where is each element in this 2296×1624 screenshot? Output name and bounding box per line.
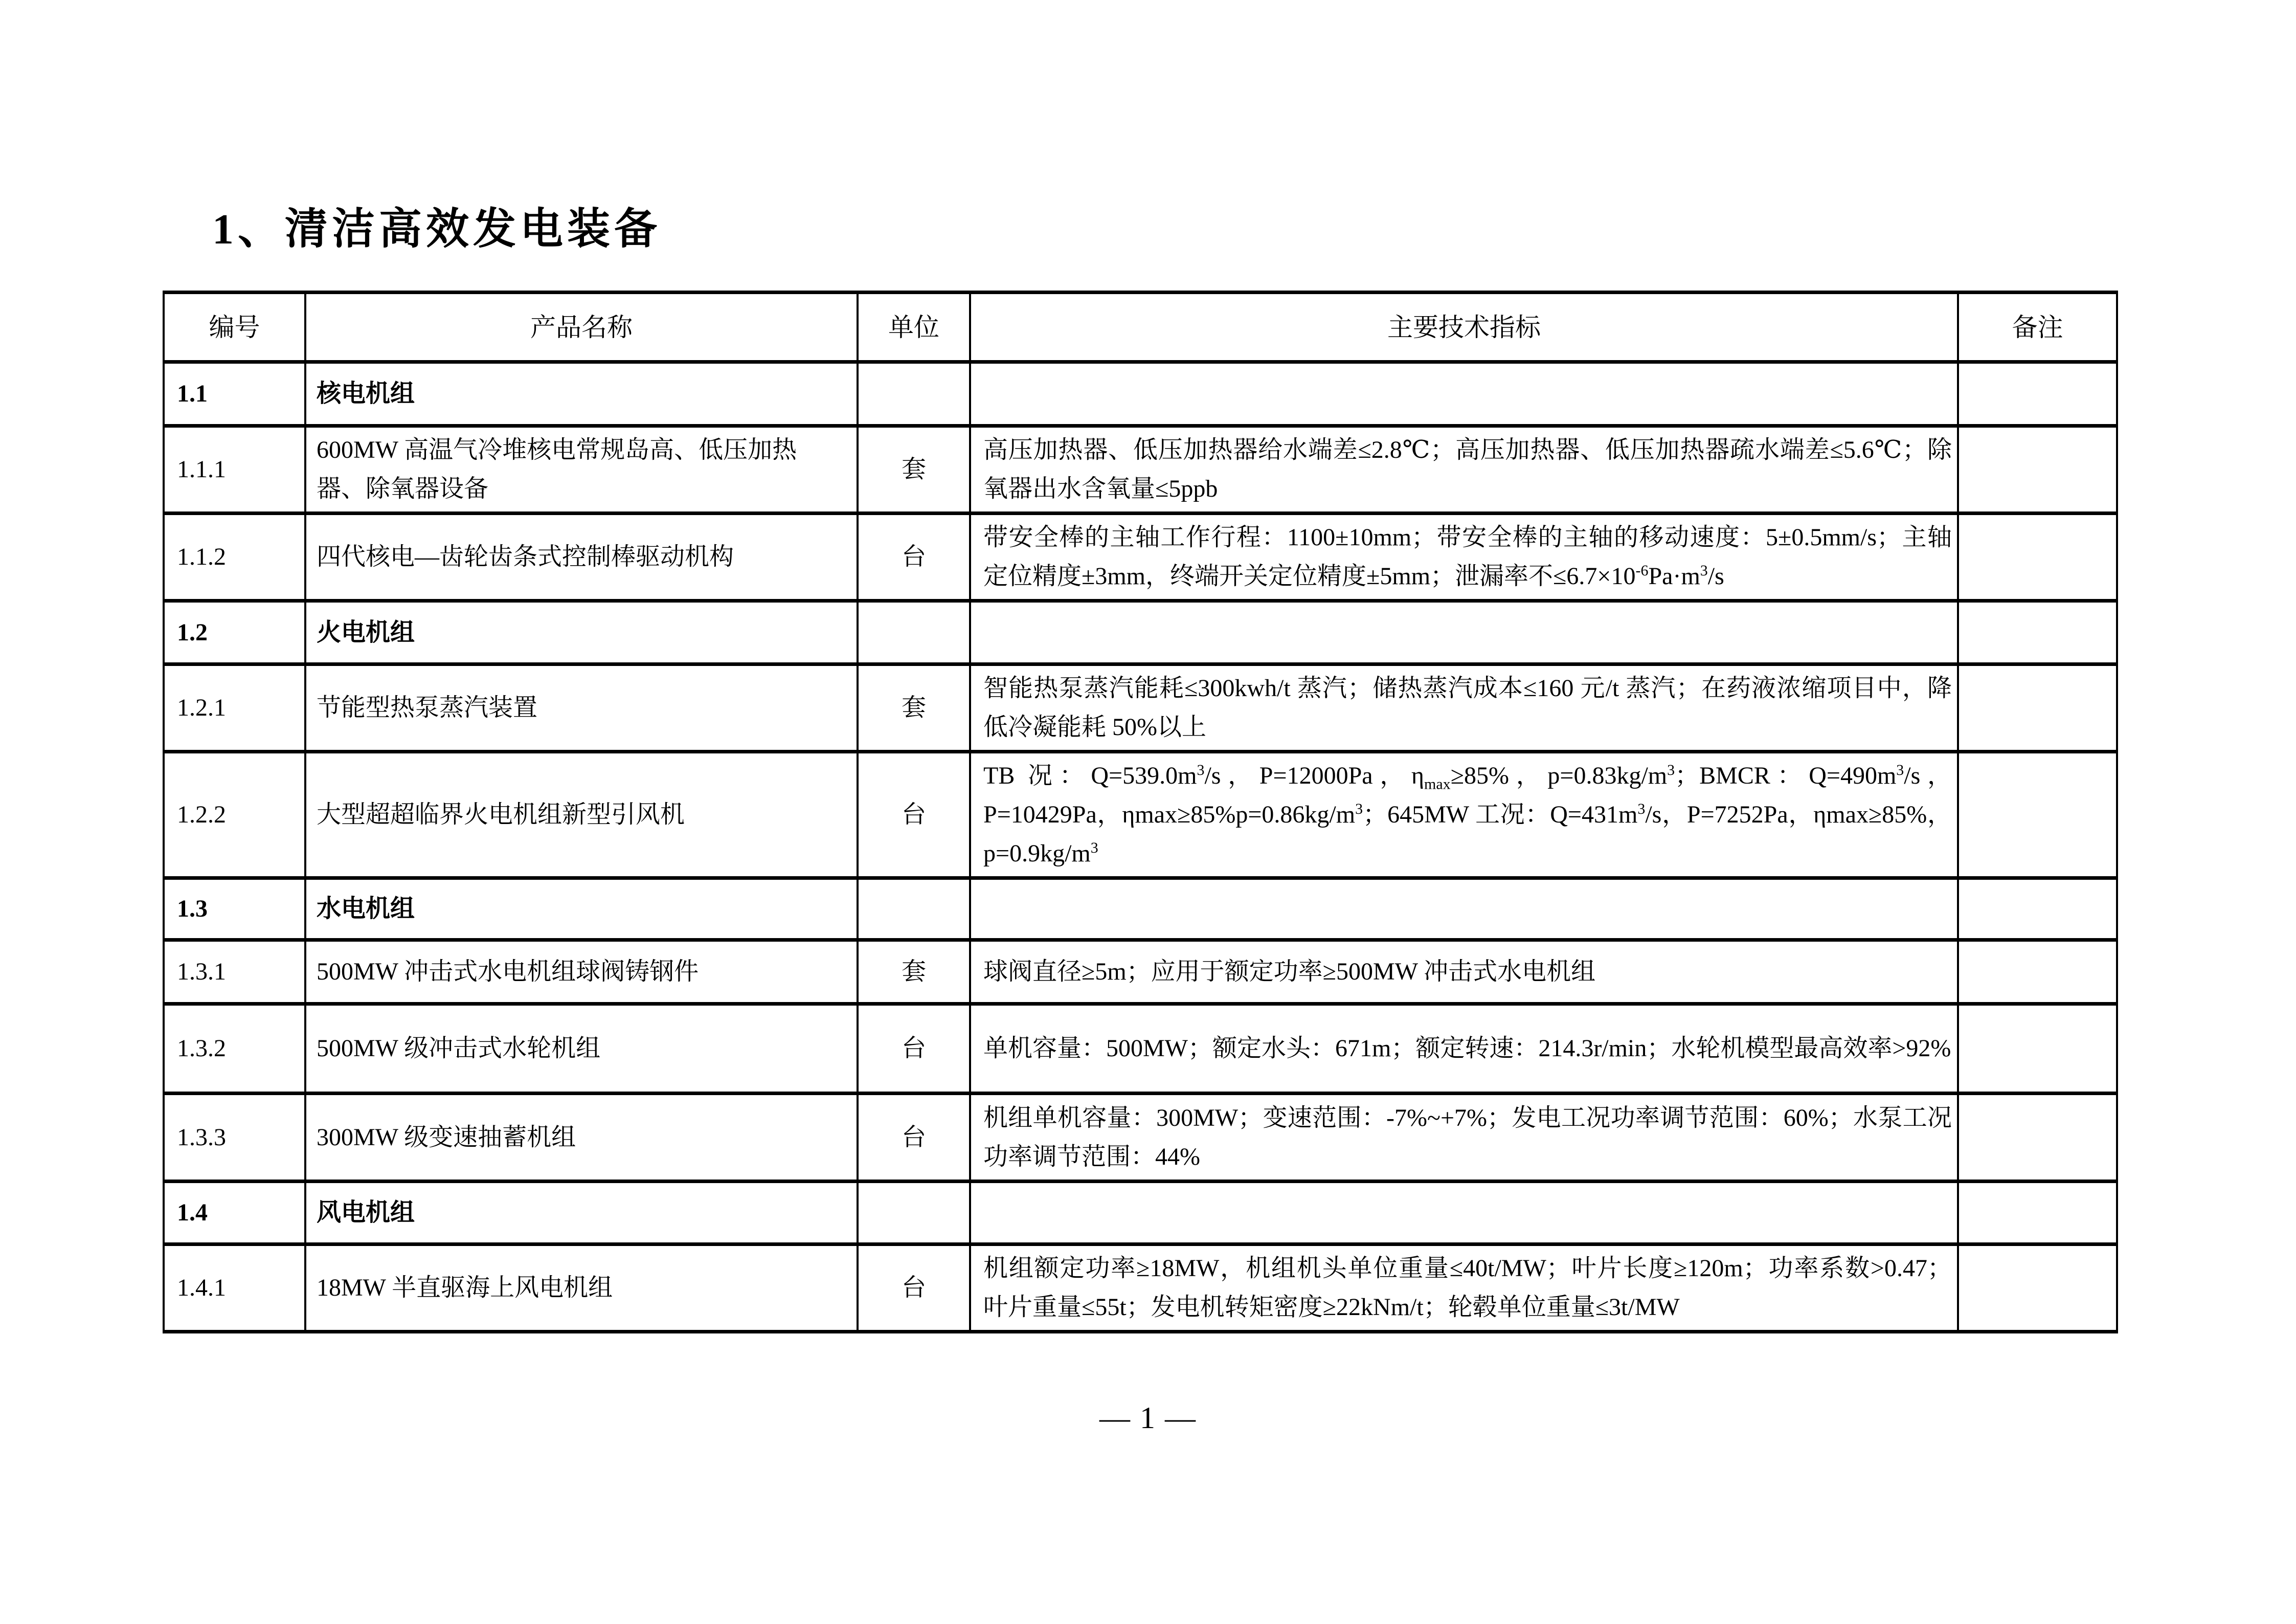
- product-name: 500MW 冲击式水电机组球阀铸钢件: [305, 940, 858, 1004]
- product-name: 600MW 高温气冷堆核电常规岛高、低压加热器、除氧器设备: [305, 426, 858, 514]
- product-name: 水电机组: [305, 878, 858, 940]
- table-row: [164, 664, 2117, 752]
- remark-value: [1958, 878, 2117, 940]
- unit-value: 套: [858, 664, 970, 752]
- row-id: 1.3.1: [164, 940, 305, 1004]
- technical-specs: 带安全棒的主轴工作行程：1100±10mm；带安全棒的主轴的移动速度：5±0.5mm/s；主轴定位精度±3mm，终端开关定位精度±5mm；泄漏率不$\le 6.7\times 10^{-6}Pa\cdot m^3/s$: [970, 514, 1958, 601]
- remark-value: [1958, 601, 2117, 664]
- row-id: 1.1: [164, 362, 305, 426]
- unit-value: 套: [858, 426, 970, 514]
- column-header-remark: 备注: [1958, 293, 2117, 362]
- column-header-spec: 主要技术指标: [970, 293, 1958, 362]
- technical-specs: 机组额定功率≥18MW，机组机头单位重量≤40t/MW；叶片长度≥120m；功率系数>0.47；叶片重量≤55t；发电机转矩密度≥22kNm/t；轮毂单位重量≤3t/MW: [970, 1244, 1958, 1332]
- product-name: 火电机组: [305, 601, 858, 664]
- remark-value: [1958, 1182, 2117, 1244]
- table-row: [164, 426, 2117, 514]
- table-row: [164, 362, 2117, 426]
- table-row: [164, 878, 2117, 940]
- technical-specs: 机组单机容量：300MW；变速范围：-7%~+7%；发电工况功率调节范围：60%；水泵工况功率调节范围：44%: [970, 1094, 1958, 1182]
- remark-value: [1958, 1094, 2117, 1182]
- remark-value: [1958, 664, 2117, 752]
- remark-value: [1958, 514, 2117, 601]
- page-number: — 1 —: [1099, 1401, 1197, 1435]
- technical-specs: 球阀直径≥5m；应用于额定功率≥500MW 冲击式水电机组: [970, 940, 1958, 1004]
- remark-value: [1958, 426, 2117, 514]
- product-name: 四代核电—齿轮齿条式控制棒驱动机构: [305, 514, 858, 601]
- technical-specs: 高压加热器、低压加热器给水端差≤2.8℃；高压加热器、低压加热器疏水端差≤5.6℃；除氧器出水含氧量≤5ppb: [970, 426, 1958, 514]
- remark-value: [1958, 940, 2117, 1004]
- product-name: 18MW 半直驱海上风电机组: [305, 1244, 858, 1332]
- table-row: [164, 940, 2117, 1004]
- product-name: 300MW 级变速抽蓄机组: [305, 1094, 858, 1182]
- unit-value: 台: [858, 514, 970, 601]
- unit-value: 台: [858, 1244, 970, 1332]
- table-row: [164, 1004, 2117, 1094]
- unit-value: 套: [858, 940, 970, 1004]
- table-row: [164, 1244, 2117, 1332]
- product-name: 500MW 级冲击式水轮机组: [305, 1004, 858, 1094]
- technical-specs: 智能热泵蒸汽能耗≤300kwh/t 蒸汽；储热蒸汽成本≤160 元/t 蒸汽；在药液浓缩项目中，降低冷凝能耗 50%以上: [970, 664, 1958, 752]
- spec-table: [163, 291, 2118, 1333]
- row-id: 1.3.3: [164, 1094, 305, 1182]
- row-id: 1.1.2: [164, 514, 305, 601]
- table-row: [164, 514, 2117, 601]
- remark-value: [1958, 1244, 2117, 1332]
- table-row: [164, 752, 2117, 878]
- unit-value: [858, 362, 970, 426]
- technical-specs: TB 况：$Q=539.0m^3/s$，P=12000Pa，$\eta_{max}\ge 85\%$，$p=0.83kg/m^3$；BMCR：$Q=490m^3/s$，P=10429Pa，$\eta\max\ge 85\%p=0.86kg/m^3$；645MW 工况：$Q=431m^3/s$，P=7252Pa，ηmax≥85%，$p=0.9kg/m^3$: [970, 752, 1958, 878]
- page-title: 1、清洁高效发电装备: [212, 206, 662, 253]
- unit-value: 台: [858, 1004, 970, 1094]
- product-name: 风电机组: [305, 1182, 858, 1244]
- remark-value: [1958, 362, 2117, 426]
- row-id: 1.4: [164, 1182, 305, 1244]
- unit-value: [858, 1182, 970, 1244]
- row-id: 1.2.1: [164, 664, 305, 752]
- spec-table-body: [164, 362, 2117, 1332]
- product-name: 大型超超临界火电机组新型引风机: [305, 752, 858, 878]
- technical-specs: [970, 1182, 1958, 1244]
- row-id: 1.2: [164, 601, 305, 664]
- table-header: [164, 293, 2117, 362]
- table-row: [164, 1094, 2117, 1182]
- product-name: 核电机组: [305, 362, 858, 426]
- column-header-id: 编号: [164, 293, 305, 362]
- technical-specs: [970, 362, 1958, 426]
- remark-value: [1958, 752, 2117, 878]
- product-name: 节能型热泵蒸汽装置: [305, 664, 858, 752]
- row-id: 1.3: [164, 878, 305, 940]
- row-id: 1.3.2: [164, 1004, 305, 1094]
- page-footer: [0, 1400, 2296, 1436]
- row-id: 1.4.1: [164, 1244, 305, 1332]
- technical-specs: [970, 878, 1958, 940]
- row-id: 1.1.1: [164, 426, 305, 514]
- table-row: [164, 601, 2117, 664]
- row-id: 1.2.2: [164, 752, 305, 878]
- unit-value: [858, 878, 970, 940]
- technical-specs: [970, 601, 1958, 664]
- remark-value: [1958, 1004, 2117, 1094]
- table-row: [164, 1182, 2117, 1244]
- column-header-name: 产品名称: [305, 293, 858, 362]
- unit-value: 台: [858, 752, 970, 878]
- header-row: [164, 293, 2117, 362]
- technical-specs: 单机容量：500MW；额定水头：671m；额定转速：214.3r/min；水轮机模型最高效率>92%: [970, 1004, 1958, 1094]
- column-header-unit: 单位: [858, 293, 970, 362]
- unit-value: 台: [858, 1094, 970, 1182]
- unit-value: [858, 601, 970, 664]
